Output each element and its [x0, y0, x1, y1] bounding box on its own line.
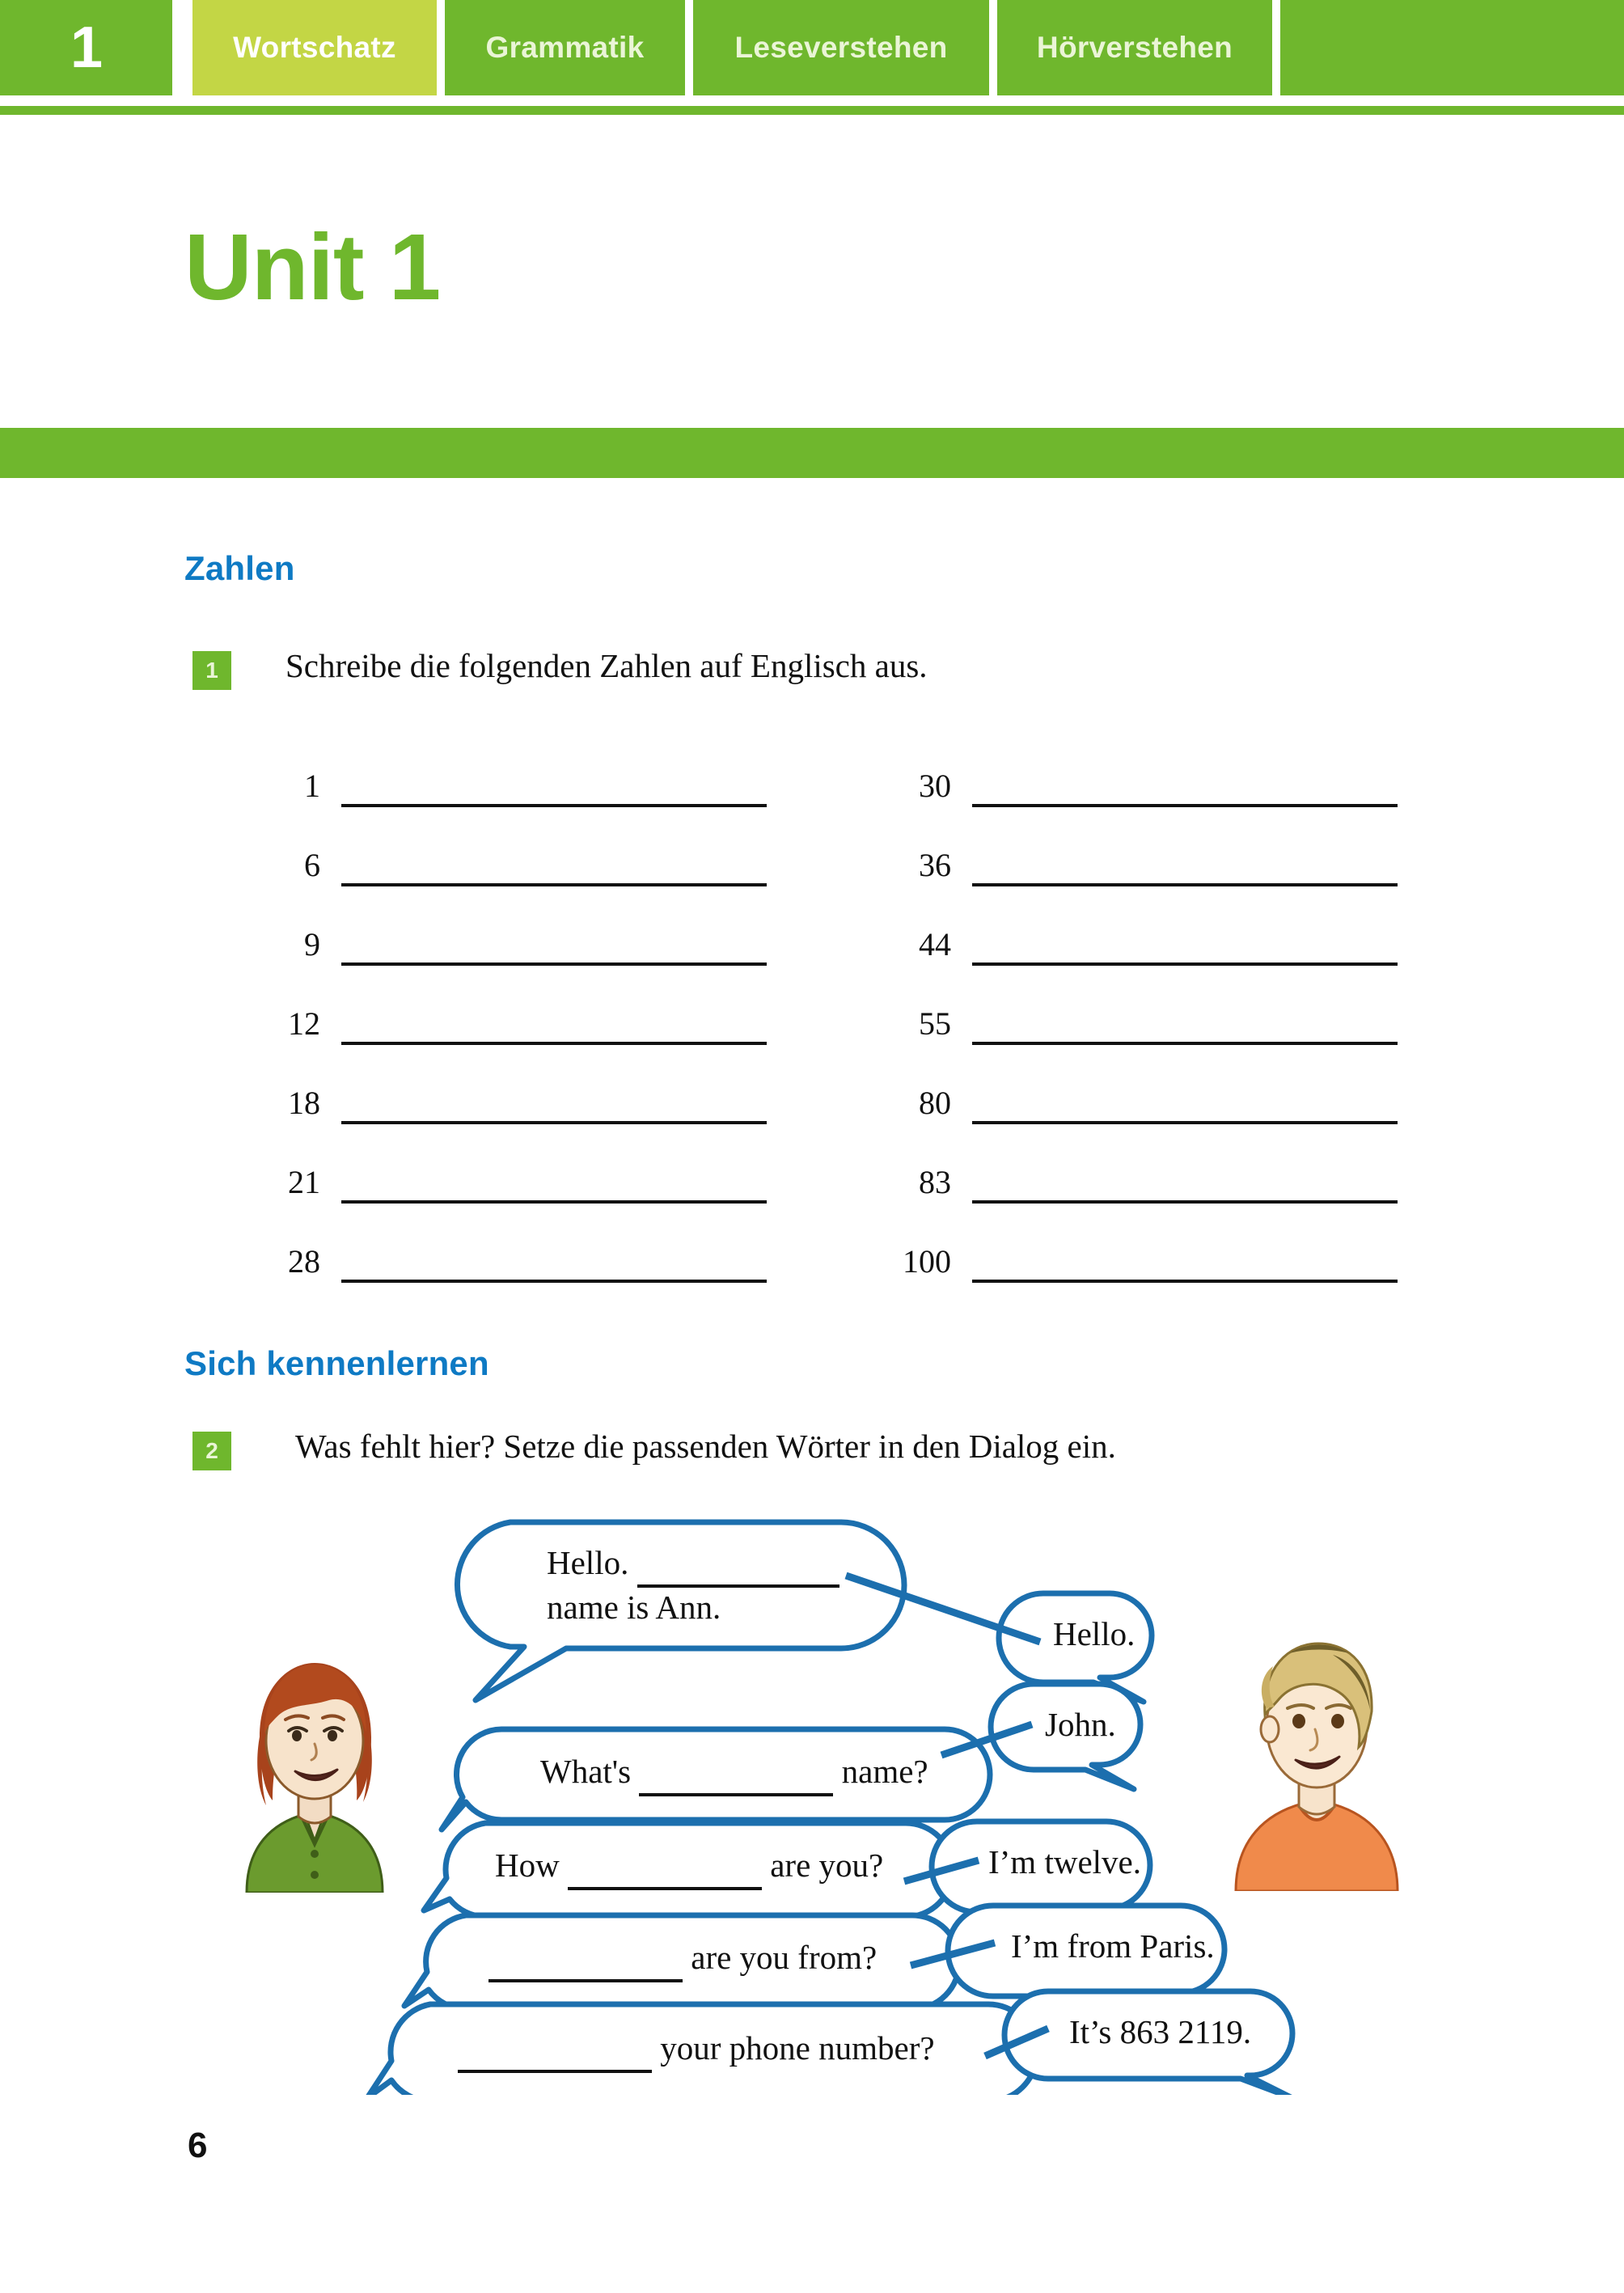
bubble-static-text: How	[495, 1847, 568, 1884]
tab-leseverstehen[interactable]	[693, 0, 989, 95]
answer-line[interactable]	[972, 1273, 1398, 1283]
bubble-text-greeting-girl	[547, 1543, 839, 1627]
number-label: 83	[919, 1164, 951, 1200]
tab-grammatik-label: Grammatik	[485, 31, 645, 64]
answer-blank[interactable]	[458, 2031, 652, 2073]
number-entry	[815, 926, 1446, 966]
number-label: 80	[919, 1085, 951, 1121]
bubble-text-im-twelve: I’m twelve.	[988, 1843, 1141, 1881]
number-label: 28	[288, 1243, 320, 1280]
number-label: 6	[304, 847, 320, 883]
bubble-text-where-from	[488, 1938, 877, 1982]
bubble-text-im-from-paris: I’m from Paris.	[1011, 1927, 1215, 1965]
section-heading-sich-kennenlernen: Sich kennenlernen	[184, 1344, 489, 1382]
section-heading-zahlen: Zahlen	[184, 549, 295, 587]
number-label: 1	[304, 768, 320, 804]
answer-line[interactable]	[972, 956, 1398, 966]
tab-leseverstehen-label: Leseverstehen	[734, 31, 948, 64]
number-label: 55	[919, 1005, 951, 1042]
answer-line[interactable]	[341, 877, 767, 886]
answer-blank[interactable]	[639, 1754, 833, 1796]
number-entry	[184, 849, 815, 886]
tab-wortschatz[interactable]	[192, 0, 437, 95]
number-label: 30	[919, 768, 951, 804]
title-green-band	[0, 428, 1624, 478]
answer-line[interactable]	[341, 1273, 767, 1283]
answer-blank[interactable]	[637, 1546, 839, 1588]
number-row	[184, 1204, 1446, 1283]
header-filler	[1280, 0, 1624, 95]
bubble-static-text: are you from?	[683, 1939, 878, 1976]
bubble-text-how-old	[495, 1846, 883, 1890]
bubble-text-whats-name	[540, 1752, 928, 1796]
number-label: 18	[288, 1085, 320, 1121]
unit-number-label: 1	[70, 15, 103, 80]
answer-line[interactable]	[341, 797, 767, 807]
number-row	[184, 1124, 1446, 1204]
number-entry	[815, 849, 1446, 886]
number-row	[184, 966, 1446, 1045]
number-entry	[184, 1087, 815, 1124]
answer-blank[interactable]	[568, 1848, 762, 1890]
exercise-2-badge	[192, 1432, 231, 1470]
exercise-2-instruction: Was fehlt hier? Setze die passenden Wörter in den Dialog ein.	[295, 1428, 1116, 1465]
answer-line[interactable]	[972, 797, 1398, 807]
answer-line[interactable]	[341, 1115, 767, 1124]
boy-avatar	[1212, 1632, 1422, 1891]
answer-line[interactable]	[972, 1115, 1398, 1124]
bubble-text-hello-boy: Hello.	[1053, 1615, 1136, 1652]
number-row	[184, 886, 1446, 966]
unit-number-badge	[0, 0, 172, 95]
number-entry	[184, 1005, 815, 1045]
number-label: 9	[304, 926, 320, 962]
number-entry	[184, 1243, 815, 1283]
answer-line[interactable]	[341, 1035, 767, 1045]
number-label: 36	[919, 847, 951, 883]
tab-wortschatz-label: Wortschatz	[233, 31, 396, 64]
number-entry	[815, 770, 1446, 807]
page-header	[0, 0, 1624, 95]
bubble-static-text: your phone number?	[652, 2029, 935, 2067]
number-entry	[184, 770, 815, 807]
bubble-line	[547, 1543, 839, 1588]
exercise-1-instruction: Schreibe die folgenden Zahlen auf Englisch aus.	[285, 647, 928, 684]
exercise-1-badge	[192, 651, 231, 690]
answer-line[interactable]	[972, 1194, 1398, 1204]
page-number: 6	[188, 2126, 208, 2165]
number-row	[184, 1045, 1446, 1124]
bubble-line	[547, 1588, 839, 1627]
bubble-text-phone-number	[458, 2029, 935, 2073]
tab-grammatik[interactable]	[445, 0, 685, 95]
number-entry	[815, 1005, 1446, 1045]
page-title: Unit 1	[184, 214, 441, 319]
bubble-static-text: What's	[540, 1753, 640, 1790]
number-exercise-grid	[184, 728, 1446, 1283]
number-label: 44	[919, 926, 951, 962]
number-row	[184, 807, 1446, 886]
bubble-text-john: John.	[1045, 1706, 1116, 1743]
number-label: 21	[288, 1164, 320, 1200]
number-row	[184, 728, 1446, 807]
bubble-text-its-863-2119: It’s 863 2119.	[1069, 2013, 1252, 2050]
exercise-1-number: 1	[205, 658, 218, 683]
girl-avatar	[214, 1650, 412, 1893]
answer-blank[interactable]	[488, 1940, 683, 1982]
answer-line[interactable]	[341, 1194, 767, 1204]
number-entry	[815, 1166, 1446, 1204]
tab-hoerverstehen[interactable]	[997, 0, 1272, 95]
tab-hoerverstehen-label: Hörverstehen	[1036, 31, 1233, 64]
number-entry	[184, 1166, 815, 1204]
bubble-static-text: name?	[833, 1753, 928, 1790]
bubble-static-text: are you?	[761, 1847, 884, 1884]
bubble-static-text: Hello.	[547, 1544, 637, 1581]
dialog-scene	[0, 1512, 1624, 2095]
number-entry	[184, 926, 815, 966]
answer-line[interactable]	[972, 877, 1398, 886]
bubble-static-text: name is Ann.	[547, 1589, 721, 1627]
number-entry	[815, 1087, 1446, 1124]
number-label: 12	[288, 1005, 320, 1042]
answer-line[interactable]	[972, 1035, 1398, 1045]
header-divider-rule	[0, 106, 1624, 115]
answer-line[interactable]	[341, 956, 767, 966]
number-entry	[815, 1243, 1446, 1283]
exercise-2-number: 2	[205, 1438, 218, 1463]
number-label: 100	[903, 1243, 951, 1280]
